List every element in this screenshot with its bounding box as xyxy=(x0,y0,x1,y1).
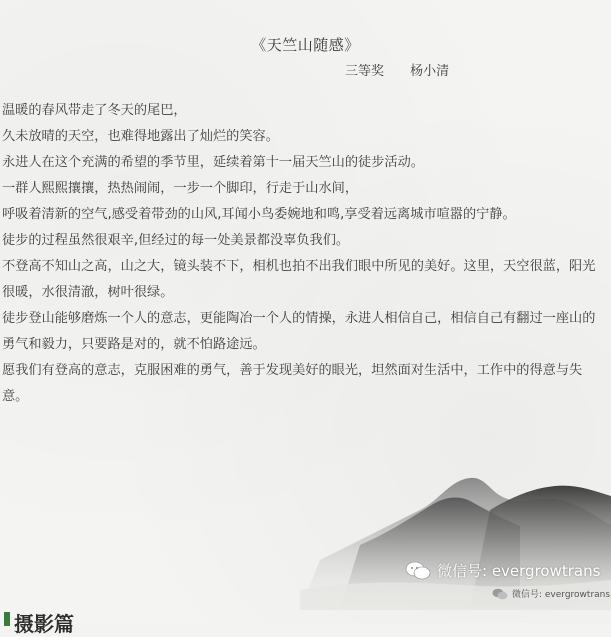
paragraph: 愿我们有登高的意志，克服困难的勇气，善于发现美好的眼光，坦然面对生活中，工作中的得意与失意。 xyxy=(2,363,583,404)
wechat-icon xyxy=(405,561,431,581)
article-body xyxy=(2,98,608,410)
paragraph: 呼吸着清新的空气,感受着带劲的山风,耳闻小鸟委婉地和鸣,享受着远离城市喧嚣的宁静。 xyxy=(2,207,516,222)
wechat-watermark-small xyxy=(492,587,610,600)
paragraph: 徒步登山能够磨炼一个人的意志，更能陶冶一个人的情操，永进人相信自己，相信自己有翻过一座山的勇气和毅力，只要路是对的，就不怕路途远。 xyxy=(2,311,596,352)
section-label: 摄影篇 xyxy=(14,612,74,636)
author-name: 杨小清 xyxy=(410,64,450,79)
wechat-watermark xyxy=(405,560,600,581)
paragraph: 徒步的过程虽然很艰辛,但经过的每一处美景都没辜负我们。 xyxy=(2,233,350,248)
paragraph: 永进人在这个充满的希望的季节里，延续着第十一届天竺山的徒步活动。 xyxy=(2,155,424,170)
paragraph: 久未放晴的天空，也难得地露出了灿烂的笑容。 xyxy=(2,129,279,144)
wechat-icon xyxy=(492,588,508,600)
article-title: 《天竺山随感》 xyxy=(251,36,360,54)
wechat-id-small: 微信号: evergrowtrans xyxy=(512,590,611,600)
mountain-ink-painting xyxy=(300,440,611,610)
section-accent-bar xyxy=(4,612,10,626)
next-section-heading xyxy=(0,606,140,636)
wechat-id-large: 微信号: evergrowtrans xyxy=(437,562,601,580)
paragraph: 不登高不知山之高，山之大，镜头装不下，相机也拍不出我们眼中所见的美好。这里，天空很蓝，阳光很暖，水很清澈，树叶很绿。 xyxy=(2,259,596,300)
paragraph: 一群人熙熙攘攘，热热闹闹，一步一个脚印，行走于山水间， xyxy=(2,181,359,196)
byline xyxy=(345,60,449,79)
award-label: 三等奖 xyxy=(345,64,385,79)
paragraph: 温暖的春风带走了冬天的尾巴， xyxy=(2,103,187,118)
